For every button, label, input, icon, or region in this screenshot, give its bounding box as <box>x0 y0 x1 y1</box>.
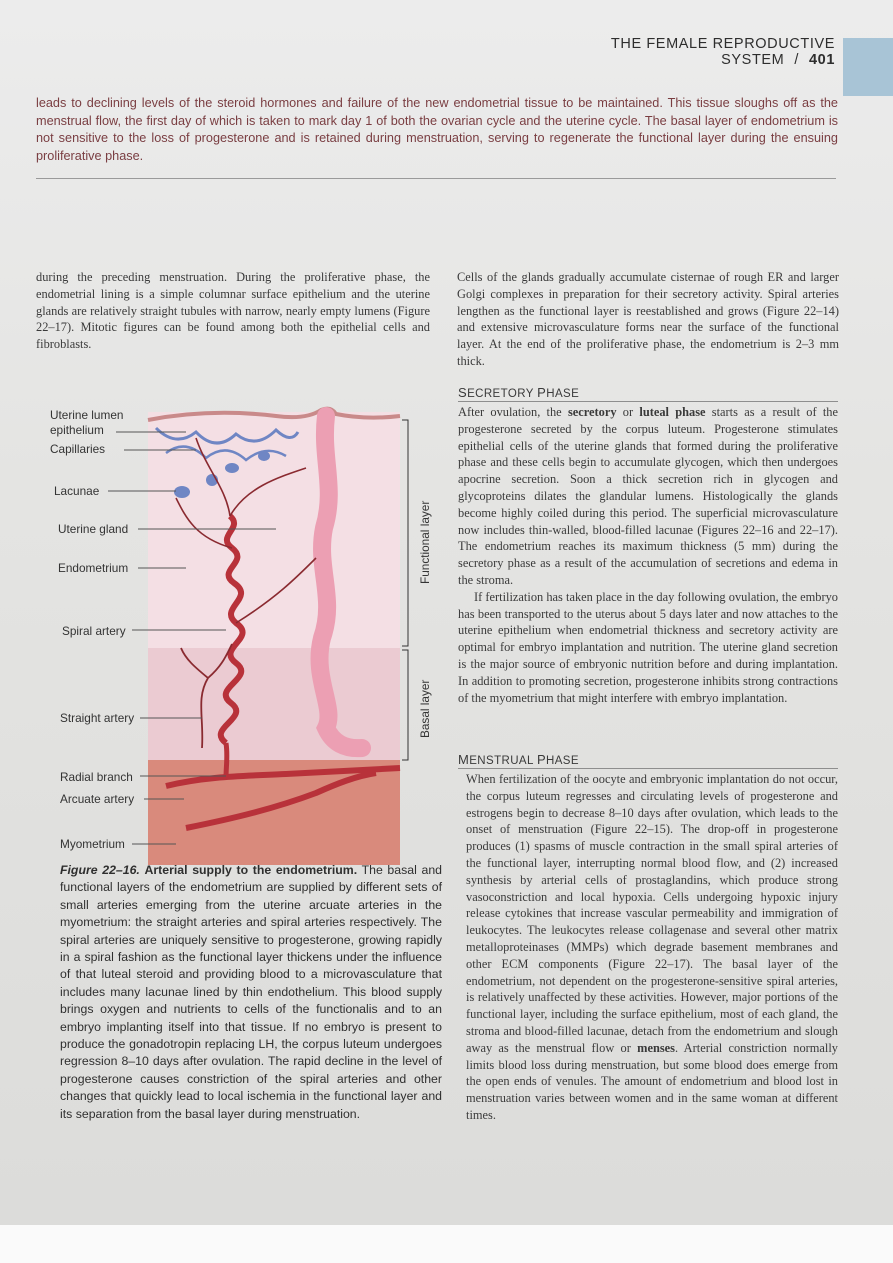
page-number: 401 <box>809 52 835 68</box>
radial-branch <box>226 743 227 778</box>
heading-text: HASE <box>546 755 579 767</box>
label-epithelium: epithelium <box>50 423 104 437</box>
heading-text: ENSTRUAL <box>469 755 537 767</box>
menstrual-phase-body <box>466 771 838 1124</box>
heading-cap: M <box>458 752 470 767</box>
heading-text: ECRETORY <box>467 388 538 400</box>
heading-text: HASE <box>546 388 580 400</box>
label-lacunae: Lacunae <box>54 484 100 498</box>
text-run: or <box>616 405 640 419</box>
basal-layer-bracket <box>402 650 408 760</box>
intro-paragraph: leads to declining levels of the steroid hormones and failure of the new endometrial tissue to be maintained. This tissue sloughs off as the menstrual flow, the first day of which is taken to mark day 1 of both the ovarian cycle and the uterine cycle. The basal layer of endometrium is not sensitive to the loss of progesterone and is retained during menstruation, serving to regenerate the functional layer during the ensuing proliferative phase. <box>36 96 838 163</box>
figure-arterial-supply <box>36 398 446 868</box>
label-arcuate-artery: Arcuate artery <box>60 792 135 806</box>
intro-divider <box>36 178 836 179</box>
menstrual-phase-heading <box>458 752 838 769</box>
secretory-paragraph-1 <box>458 404 838 589</box>
label-basal-layer: Basal layer <box>418 679 432 738</box>
figure-title: Arterial supply to the endometrium. <box>144 863 358 877</box>
text-run: After ovulation, the <box>458 405 568 419</box>
right-column-text <box>457 269 839 370</box>
text-run: When fertilization of the oocyte and embryonic implantation do not occur, the corpus luteum regresses and circulating levels of progesterone and estrogens begin to decrease 8–10 days after ovulation, which leads to the onset of menstruation (Figure 22–15). The drop-off in progesterone produces (1) spasms of muscle contraction in the small spiral arteries of the functional layer, interrupting normal blood flow, and (2) increased synthesis by arterial cells of prostaglandins, which produce strong vasoconstriction and local hypoxia. Cells undergoing hypoxic injury release cytokines that increase vascular permeability and immigration of leukocytes. The leukocytes release collagenase and several other matrix metalloproteinases (MMPs) which degrade basement membranes and other ECM components (Figure 22–17). The basal layer of the endometrium, not dependent on the progesterone-sensitive spiral arteries, is relatively unaffected by these activities. However, major portions of the functional layer, including the surface epithelium, most of each gland, the stroma and blood-filled lacunae, detach from the endometrium and slough away as the menstrual flow or <box>466 772 838 1055</box>
left-column-text <box>36 269 430 353</box>
label-uterine-lumen: Uterine lumen <box>50 408 124 422</box>
label-capillaries: Capillaries <box>50 442 106 456</box>
label-straight-artery: Straight artery <box>60 711 135 725</box>
heading-cap: S <box>458 385 468 400</box>
secretory-paragraph-2: If fertilization has taken place in the day following ovulation, the embryo has been transported to the uterus about 5 days later and now attaches to the uterine epithelium when endometrial thickness and secretory activity are optimal for embryo implantation and nutrition. The uterine gland secretion is the major source of embryonic nutrition before and during implantation. In addition to promoting secretion, progesterone inhibits strong contractions of the myometrium that might interfere with embryo implantation. <box>458 589 838 705</box>
lacuna <box>258 451 270 461</box>
chapter-tab-marker <box>843 38 893 96</box>
functional-layer-bracket <box>402 420 408 646</box>
proliferative-continued-paragraph: during the preceding menstruation. During the proliferative phase, the endometrial lining is a simple columnar surface epithelium and the uterine glands are relatively straight tubules with narrow, nearly empty lumens (Figure 22–17). Mitotic figures can be found among both the epithelial cells and fibroblasts. <box>36 270 430 352</box>
label-uterine-gland: Uterine gland <box>58 522 129 536</box>
running-head-title: THE FEMALE REPRODUCTIVE SYSTEM <box>610 36 835 68</box>
secretory-phase-heading <box>458 385 838 402</box>
text-run: . Arterial constriction normally limits blood loss during menstruation, but some blood does emerge from the open ends of venules. The amount of endometrium and blood lost in menstruation varies between women and in the same woman at different times. <box>466 1040 838 1122</box>
text-run: starts as a result of the progesterone secreted by the corpus luteum. Progesterone stimulates epithelial cells of the uterine glands that formed during the proliferative phase and these cells begin to accumulate glycogen, which then undergoes apocrine secretion. Soon a thick secretion rich in glycogen and glycoproteins dilates the glandular lumens. Histologically the glands become highly coiled during this period. The superficial microvasculature now includes thin-walled, blood-filled lacunae (Figures 22–16 and 22–17). The endometrium reaches its maximum thickness (5 mm) during the secretory phase as a result of the accumulation of secretions and edema in the stroma. <box>458 405 838 587</box>
proliferative-end-paragraph: Cells of the glands gradually accumulate cisternae of rough ER and larger Golgi complexes in preparation for their secretory activity. Spiral arteries lengthen as the functional layer is reestablished and grows (Figure 22–14) and extensive microvasculature forms near the surface of the functional layer. At the end of the proliferative phase, the endometrium is 2–3 mm thick. <box>457 270 839 368</box>
label-functional-layer: Functional layer <box>418 500 432 584</box>
lacuna <box>225 463 239 473</box>
caption-text: The basal and functional layers of the endometrium are supplied by different sets of small arteries emerging from the uterine arcuate arteries in the myometrium: the straight arteries and spiral arteries respectively. The spiral arteries are uniquely sensitive to progesterone, growing rapidly in a spiral fashion as the functional layer thickens under the influence of that luteal steroid and providing blood to a microvasculature that includes many lacunae lined by thin endothelium. This blood supply brings oxygen and nutrients to cells of the functionalis and to an embryo implanting itself into that tissue. If no embryo is present to produce the gonadotropin replacing LH, the corpus luteum undergoes regression 8–10 days after ovulation. The rapid decline in the level of progesterone causes constriction of the spiral arteries and other changes that quickly lead to local ischemia in the functional layer and its separation from the basal layer during menstruation. <box>60 863 442 1121</box>
figure-number: Figure 22–16. <box>60 863 140 877</box>
term-secretory: secretory <box>567 405 617 419</box>
label-myometrium: Myometrium <box>60 837 125 851</box>
page-bottom-margin <box>0 1225 893 1263</box>
lacuna <box>174 486 190 498</box>
running-head-separator: / <box>794 52 799 68</box>
figure-caption <box>60 862 442 1123</box>
menstrual-paragraph <box>466 771 838 1124</box>
secretory-phase-body <box>458 404 838 706</box>
running-head <box>500 36 835 68</box>
label-radial-branch: Radial branch <box>60 770 133 784</box>
term-menses: menses <box>637 1040 675 1055</box>
term-luteal-phase: luteal phase <box>639 405 706 419</box>
heading-cap: P <box>536 752 547 767</box>
label-endometrium: Endometrium <box>58 561 129 575</box>
heading-cap: P <box>537 385 547 400</box>
label-spiral-artery: Spiral artery <box>62 624 126 638</box>
